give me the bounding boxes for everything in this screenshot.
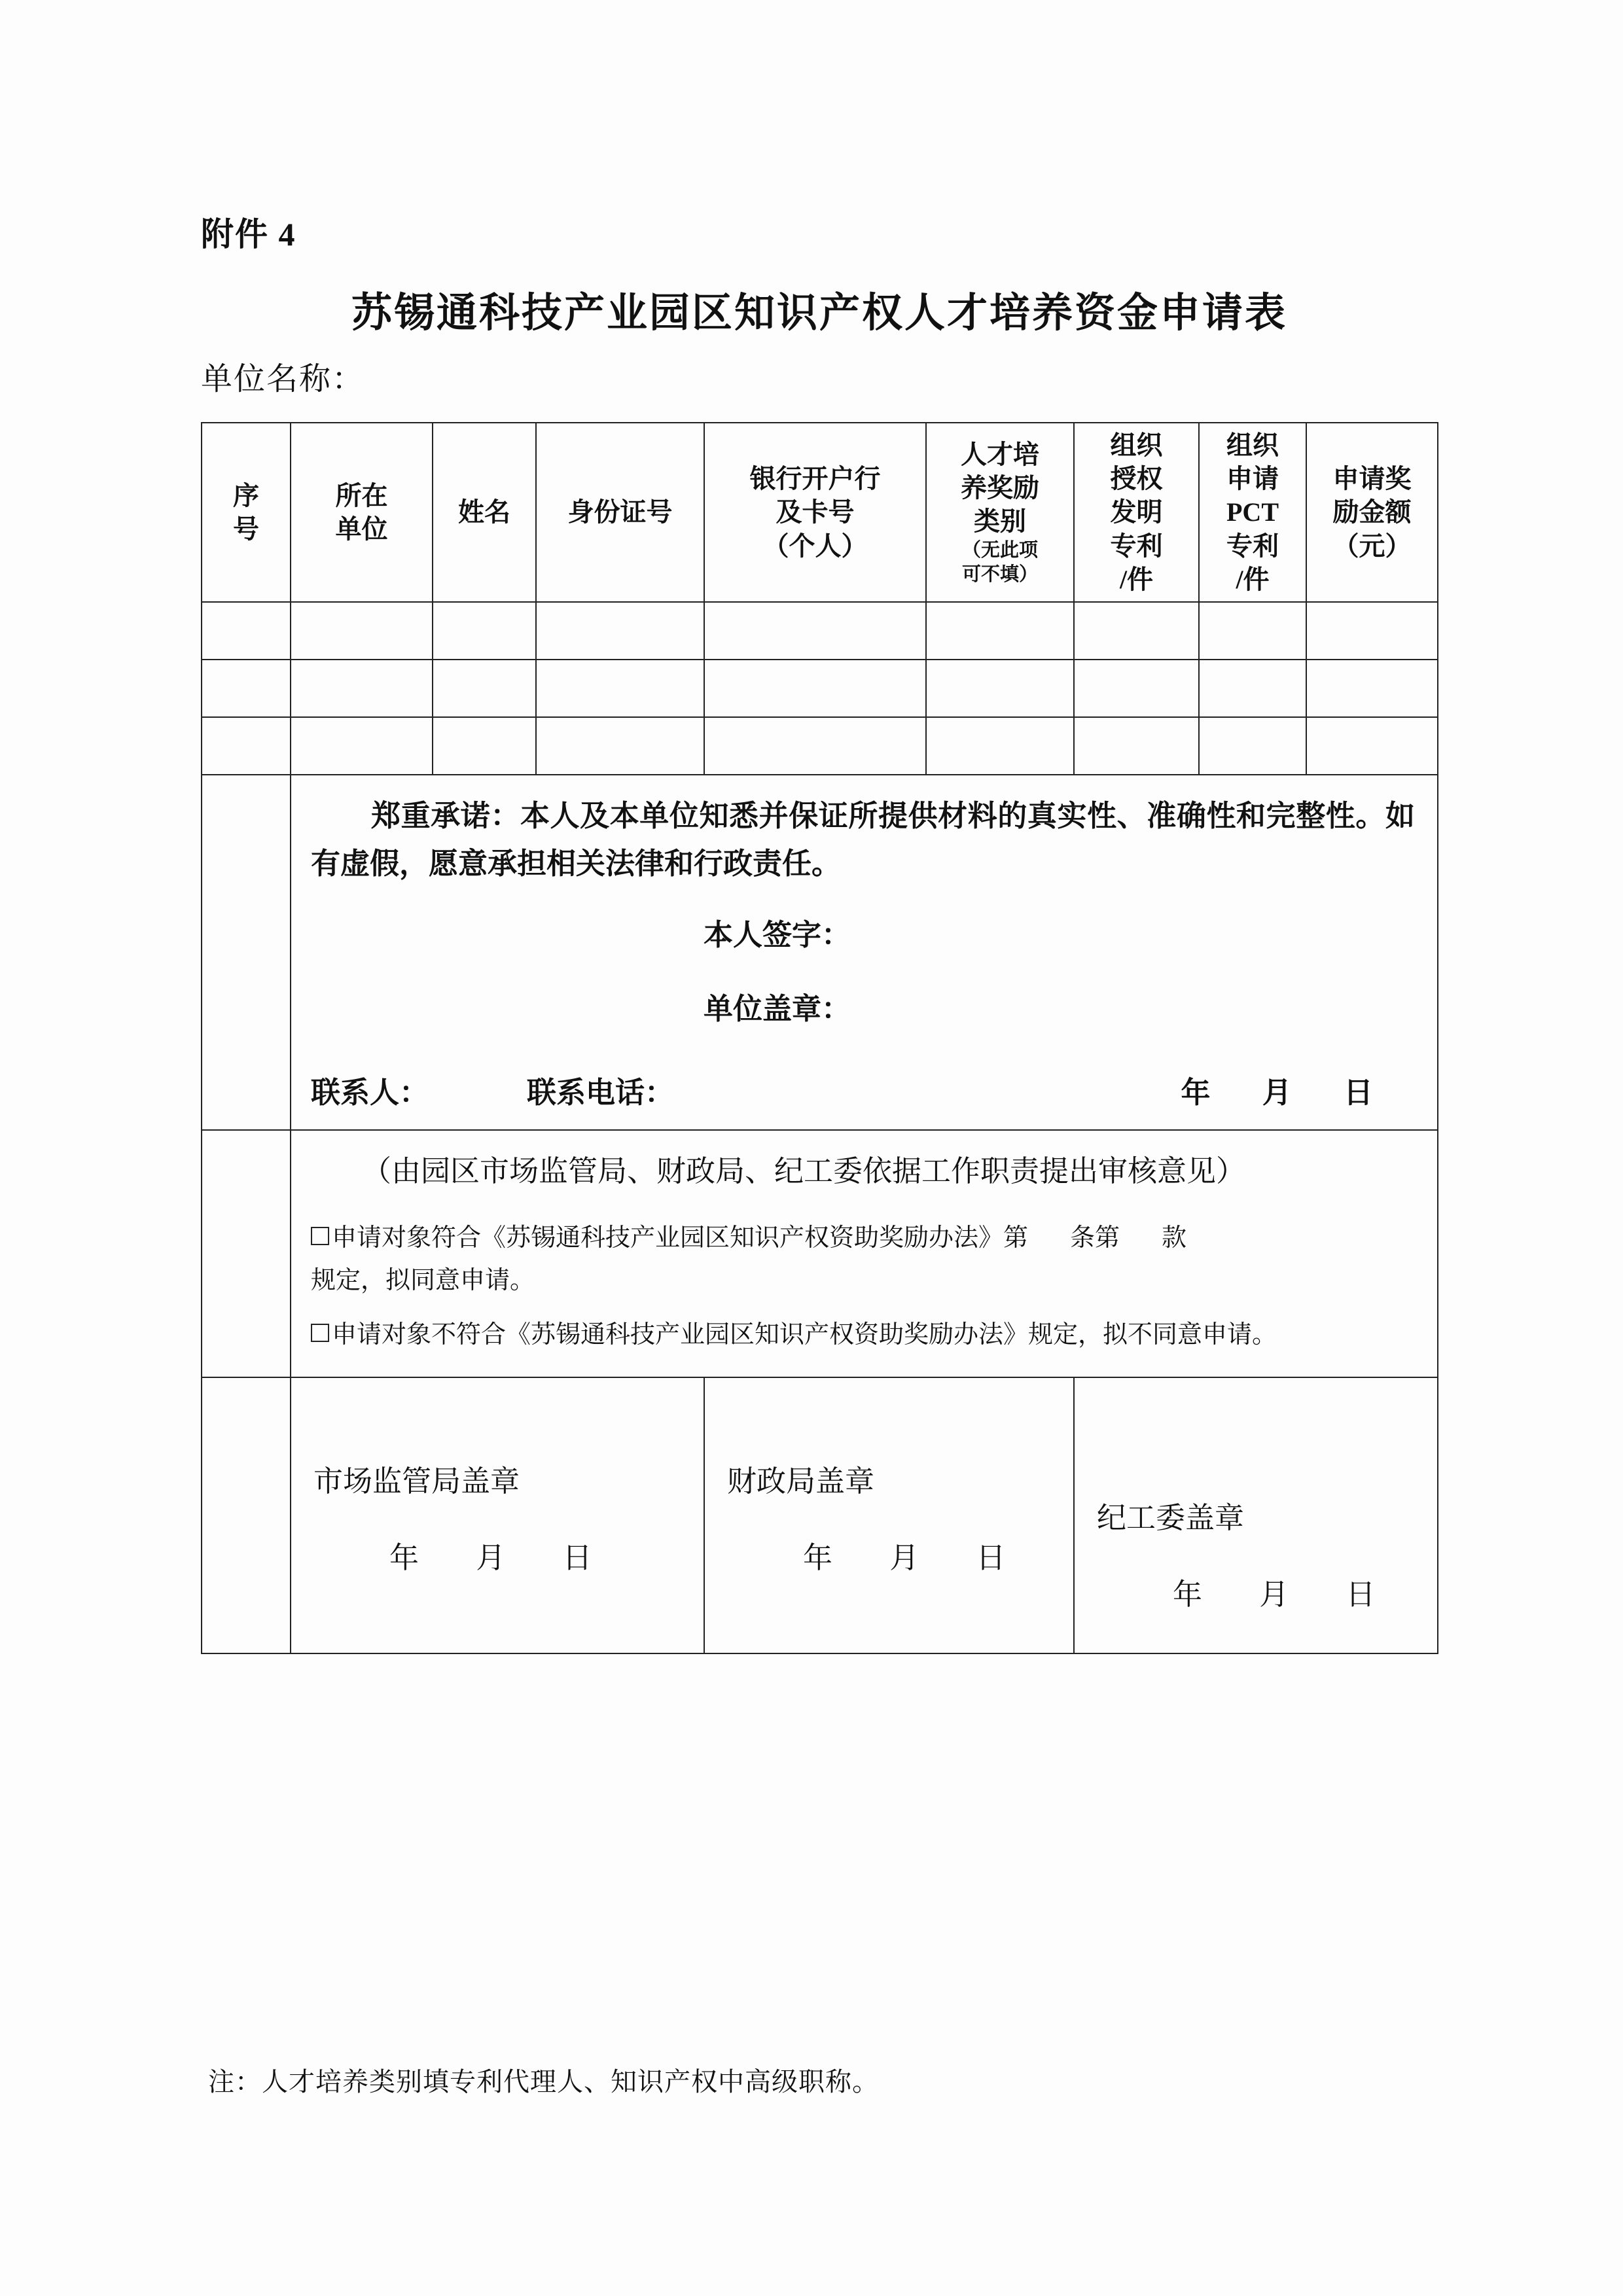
cell-unit[interactable] — [291, 660, 433, 717]
column-header-talent-category: 人才培 养奖励 类别 （无此项 可不填） — [926, 423, 1074, 602]
review-block — [291, 1130, 1438, 1377]
attachment-label: 附件 4 — [201, 216, 296, 253]
cell-id-number[interactable] — [536, 602, 704, 660]
stamp-label-market-supervision: 市场监管局盖章 — [313, 1464, 520, 1498]
cell-unit[interactable] — [291, 602, 433, 660]
cell-seq[interactable] — [202, 717, 291, 775]
cell-talent-category[interactable] — [926, 717, 1074, 775]
cell-granted-invention-patents[interactable] — [1074, 602, 1199, 660]
column-header-unit: 所在 单位 — [291, 423, 433, 602]
cell-unit[interactable] — [291, 717, 433, 775]
cell-bank-account[interactable] — [704, 602, 926, 660]
cell-requested-amount[interactable] — [1306, 660, 1438, 717]
commitment-text — [311, 792, 1415, 888]
unit-seal-label[interactable]: 单位盖章： — [704, 993, 851, 1026]
column-header-granted-invention-patents: 组织 授权 发明 专利 /件 — [1074, 423, 1199, 602]
stamp-date-finance-bureau[interactable]: 年 月 日 — [803, 1542, 1031, 1575]
table-header-row — [202, 423, 1438, 602]
cell-id-number[interactable] — [536, 717, 704, 775]
footnote: 注：人才培养类别填专利代理人、知识产权中高级职称。 — [208, 2067, 879, 2096]
option-approve-text-b: 条第 — [1070, 1224, 1120, 1252]
commitment-left-spacer — [202, 775, 291, 1130]
cell-name[interactable] — [433, 602, 536, 660]
table-row[interactable] — [202, 660, 1438, 717]
cell-bank-account[interactable] — [704, 717, 926, 775]
column-header-id-number: 身份证号 — [536, 423, 704, 602]
checkbox-reject-icon[interactable] — [311, 1324, 329, 1342]
column-header-name: 姓名 — [433, 423, 536, 602]
cell-talent-category[interactable] — [926, 660, 1074, 717]
cell-requested-amount[interactable] — [1306, 602, 1438, 660]
column-header-requested-amount: 申请奖 励金额 （元） — [1306, 423, 1438, 602]
option-approve-text-d: 规定，拟同意申请。 — [311, 1266, 535, 1294]
option-approve[interactable] — [311, 1217, 1415, 1303]
contact-phone-label[interactable]: 联系电话： — [527, 1076, 675, 1109]
cell-granted-invention-patents[interactable] — [1074, 660, 1199, 717]
stamp-row — [202, 1377, 1438, 1653]
stamp-date-discipline-committee[interactable]: 年 月 日 — [1173, 1578, 1400, 1612]
cell-requested-amount[interactable] — [1306, 717, 1438, 775]
cell-pct-applications[interactable] — [1199, 602, 1306, 660]
option-reject-text: 申请对象不符合《苏锡通科技产业园区知识产权资助奖励办法》规定，拟不同意申请。 — [332, 1321, 1277, 1349]
cell-granted-invention-patents[interactable] — [1074, 717, 1199, 775]
cell-id-number[interactable] — [536, 660, 704, 717]
stamp-left-spacer — [202, 1377, 291, 1653]
cell-name[interactable] — [433, 660, 536, 717]
cell-talent-category[interactable] — [926, 602, 1074, 660]
page-title: 苏锡通科技产业园区知识产权人才培养资金申请表 — [351, 291, 1287, 336]
cell-bank-account[interactable] — [704, 660, 926, 717]
stamp-date-market-supervision[interactable]: 年 月 日 — [389, 1542, 617, 1575]
cell-seq[interactable] — [202, 602, 291, 660]
unit-name-label: 单位名称： — [201, 362, 365, 397]
commitment-block — [291, 775, 1438, 1130]
review-row — [202, 1130, 1438, 1377]
stamp-label-discipline-committee: 纪工委盖章 — [1097, 1501, 1245, 1534]
cell-seq[interactable] — [202, 660, 291, 717]
review-left-spacer — [202, 1130, 291, 1377]
personal-signature-label[interactable]: 本人签字： — [704, 918, 851, 951]
option-reject[interactable] — [311, 1314, 1415, 1356]
column-header-pct-applications: 组织 申请 PCT 专利 /件 — [1199, 423, 1306, 602]
commitment-lead: 郑重承诺： — [371, 799, 520, 832]
stamp-cell-market-supervision[interactable] — [291, 1377, 704, 1653]
option-approve-text-c: 款 — [1162, 1224, 1187, 1252]
review-instruction: （由园区市场监管局、财政局、纪工委依据工作职责提出审核意见） — [362, 1154, 1246, 1188]
application-form-table — [201, 422, 1438, 1654]
cell-pct-applications[interactable] — [1199, 660, 1306, 717]
stamp-cell-finance-bureau[interactable] — [704, 1377, 1074, 1653]
column-header-bank-account: 银行开户行 及卡号 （个人） — [704, 423, 926, 602]
contact-row — [311, 1074, 1415, 1112]
table-row[interactable] — [202, 717, 1438, 775]
cell-name[interactable] — [433, 717, 536, 775]
column-header-seq: 序 号 — [202, 423, 291, 602]
commitment-row — [202, 775, 1438, 1130]
checkbox-approve-icon[interactable] — [311, 1227, 329, 1245]
table-row[interactable] — [202, 602, 1438, 660]
commitment-date-label[interactable]: 年 月 日 — [1181, 1076, 1395, 1109]
contact-person-label[interactable]: 联系人： — [311, 1076, 429, 1109]
stamp-cell-discipline-committee[interactable] — [1074, 1377, 1438, 1653]
commitment-body: 本人及本单位知悉并保证所提供材料的真实性、准确性和完整性。如有虚假，愿意承担相关法律和行政责任。 — [311, 799, 1415, 880]
option-approve-text-a: 申请对象符合《苏锡通科技产业园区知识产权资助奖励办法》第 — [332, 1224, 1029, 1252]
stamp-label-finance-bureau: 财政局盖章 — [727, 1464, 875, 1498]
cell-pct-applications[interactable] — [1199, 717, 1306, 775]
